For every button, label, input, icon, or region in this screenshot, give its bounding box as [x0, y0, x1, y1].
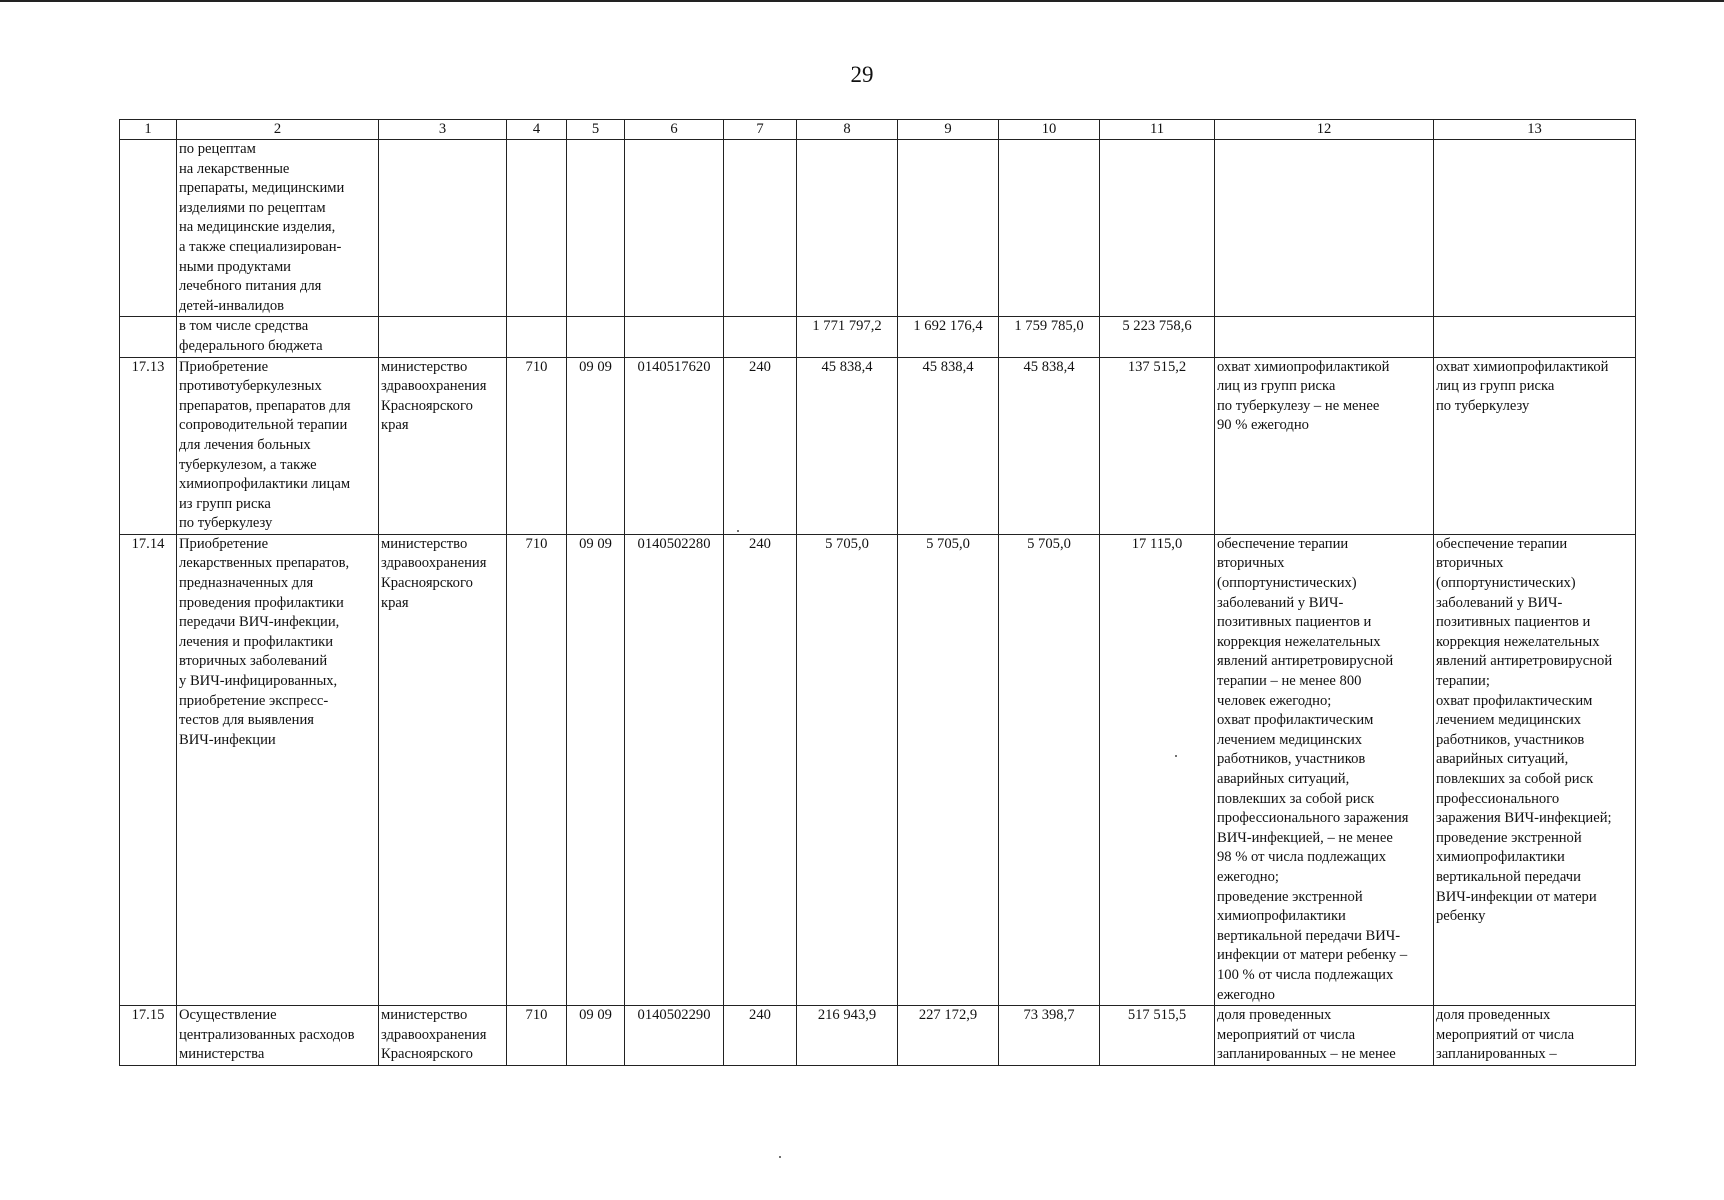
text-line: повлекших за собой риск: [1217, 790, 1375, 807]
amount-total: 517 515,5: [1100, 1006, 1215, 1066]
text-line: человек ежегодно;: [1217, 692, 1332, 709]
text-line: по туберкулезу: [1436, 397, 1530, 414]
header-cell: 7: [724, 120, 797, 140]
text-line: лечебного питания для: [179, 278, 322, 295]
header-cell: 4: [507, 120, 567, 140]
indicator-cell: [1434, 357, 1636, 534]
expected-result-cell: [1215, 357, 1434, 534]
empty-cell: [1100, 140, 1215, 317]
activity-name-cell: [177, 317, 379, 357]
text-line: проведение экстренной: [1436, 829, 1582, 846]
target-article-cell: 0140517620: [625, 357, 724, 534]
text-line: 98 % от числа подлежащих: [1217, 849, 1386, 866]
text-line: охват профилактическим: [1217, 712, 1374, 729]
text-line: министерства: [179, 1046, 265, 1063]
text-line: здравоохранения: [381, 1026, 487, 1043]
text-line: у ВИЧ-инфицированных,: [179, 673, 338, 690]
text-line: работников, участников: [1217, 751, 1366, 768]
code-cell: 710: [507, 1006, 567, 1066]
empty-cell: [625, 140, 724, 317]
code-cell: 710: [507, 534, 567, 1005]
text-line: Красноярского: [381, 575, 473, 592]
empty-cell: [898, 140, 999, 317]
amount-total: 137 515,2: [1100, 357, 1215, 534]
text-line: запланированных – не менее: [1217, 1046, 1396, 1063]
text-line: проведение экстренной: [1217, 888, 1363, 905]
text-line: в том числе средства: [179, 318, 309, 335]
text-line: Осуществление: [179, 1007, 277, 1024]
row-number-cell: 17.14: [120, 534, 177, 1005]
empty-cell: [1215, 140, 1434, 317]
text-line: а также специализирован-: [179, 238, 342, 255]
header-row: [120, 120, 1636, 140]
text-line: коррекция нежелательных: [1436, 633, 1600, 650]
text-line: доля проведенных: [1217, 1007, 1332, 1024]
amount-year2: 227 172,9: [898, 1006, 999, 1066]
text-line: обеспечение терапии: [1436, 535, 1568, 552]
amount-total: 17 115,0: [1100, 534, 1215, 1005]
page-number: 29: [850, 62, 874, 87]
table-row-17-13: [120, 357, 1636, 534]
text-line: министерство: [381, 1007, 468, 1024]
empty-cell: [1434, 317, 1636, 357]
text-line: Красноярского: [381, 1046, 473, 1063]
text-line: лекарственных препаратов,: [179, 555, 350, 572]
text-line: заражения ВИЧ-инфекцией;: [1436, 810, 1612, 827]
text-line: вторичных: [1436, 555, 1504, 572]
table-row-continuation: [120, 140, 1636, 317]
text-line: централизованных расходов: [179, 1026, 355, 1043]
text-line: позитивных пациентов и: [1436, 614, 1591, 631]
text-line: явлений антиретровирусной: [1217, 653, 1394, 670]
text-line: ежегодно;: [1217, 868, 1279, 885]
row-number-cell: [120, 140, 177, 317]
text-line: предназначенных для: [179, 575, 314, 592]
empty-cell: [724, 317, 797, 357]
activity-name-cell: [177, 357, 379, 534]
expected-result-cell: [1215, 1006, 1434, 1066]
text-line: ВИЧ-инфекции: [179, 731, 276, 748]
text-line: по туберкулезу – не менее: [1217, 397, 1380, 414]
text-line: химиопрофилактики лицам: [179, 476, 351, 493]
amount-year1: 216 943,9: [797, 1006, 898, 1066]
section-cell: 09 09: [567, 1006, 625, 1066]
scan-speck: [737, 530, 739, 532]
target-article-cell: 0140502280: [625, 534, 724, 1005]
text-line: проведения профилактики: [179, 594, 344, 611]
table-row-federal: [120, 317, 1636, 357]
empty-cell: [724, 140, 797, 317]
row-number-cell: [120, 317, 177, 357]
text-line: 100 % от числа подлежащих: [1217, 966, 1394, 983]
text-line: Приобретение: [179, 358, 269, 375]
row-number-cell: 17.15: [120, 1006, 177, 1066]
section-cell: 09 09: [567, 534, 625, 1005]
text-line: сопроводительной терапии: [179, 417, 348, 434]
scan-speck: [1175, 755, 1177, 757]
text-line: препаратов, препаратов для: [179, 397, 351, 414]
indicator-cell: [1434, 534, 1636, 1005]
text-line: вертикальной передачи: [1436, 868, 1581, 885]
text-line: на медицинские изделия,: [179, 219, 336, 236]
amount-year3: 1 759 785,0: [999, 317, 1100, 357]
text-line: детей-инвалидов: [179, 297, 285, 314]
text-line: инфекции от матери ребенку –: [1217, 947, 1408, 964]
amount-year1: 1 771 797,2: [797, 317, 898, 357]
header-cell: 5: [567, 120, 625, 140]
top-border-line: [0, 0, 1724, 2]
amount-year2: 1 692 176,4: [898, 317, 999, 357]
text-line: Красноярского: [381, 397, 473, 414]
text-line: химиопрофилактики: [1217, 908, 1346, 925]
text-line: приобретение экспресс-: [179, 692, 329, 709]
amount-year3: 45 838,4: [999, 357, 1100, 534]
empty-cell: [567, 140, 625, 317]
empty-cell: [1434, 140, 1636, 317]
text-line: из групп риска: [179, 495, 271, 512]
text-line: вторичных: [1217, 555, 1285, 572]
header-cell: 6: [625, 120, 724, 140]
text-line: мероприятий от числа: [1436, 1026, 1575, 1043]
executor-cell: [379, 317, 507, 357]
text-line: ежегодно: [1217, 986, 1275, 1003]
text-line: профессионального: [1436, 790, 1560, 807]
text-line: по рецептам: [179, 141, 256, 157]
empty-cell: [999, 140, 1100, 317]
expense-type-cell: 240: [724, 534, 797, 1005]
text-line: работников, участников: [1436, 731, 1585, 748]
header-cell: 11: [1100, 120, 1215, 140]
empty-cell: [567, 317, 625, 357]
amount-year1: 5 705,0: [797, 534, 898, 1005]
expected-result-cell: [1215, 534, 1434, 1005]
executor-cell: [379, 1006, 507, 1066]
text-line: химиопрофилактики: [1436, 849, 1565, 866]
amount-year3: 5 705,0: [999, 534, 1100, 1005]
text-line: охват профилактическим: [1436, 692, 1593, 709]
target-article-cell: 0140502290: [625, 1006, 724, 1066]
table-row-17-14: [120, 534, 1636, 1005]
activity-name-cell: [177, 140, 379, 317]
text-line: передачи ВИЧ-инфекции,: [179, 614, 340, 631]
text-line: министерство: [381, 535, 468, 552]
amount-year2: 45 838,4: [898, 357, 999, 534]
empty-cell: [1215, 317, 1434, 357]
text-line: коррекция нежелательных: [1217, 633, 1381, 650]
header-cell: 3: [379, 120, 507, 140]
expense-type-cell: 240: [724, 357, 797, 534]
text-line: аварийных ситуаций,: [1436, 751, 1569, 768]
indicator-cell: [1434, 1006, 1636, 1066]
text-line: по туберкулезу: [179, 515, 273, 532]
executor-cell: [379, 534, 507, 1005]
row-number-cell: 17.13: [120, 357, 177, 534]
header-cell: 13: [1434, 120, 1636, 140]
executor-cell: [379, 140, 507, 317]
text-line: для лечения больных: [179, 436, 311, 453]
text-line: лечения и профилактики: [179, 633, 334, 650]
activity-name-cell: [177, 534, 379, 1005]
text-line: заболеваний у ВИЧ-: [1217, 594, 1344, 611]
empty-cell: [507, 140, 567, 317]
text-line: министерство: [381, 358, 468, 375]
header-cell: 9: [898, 120, 999, 140]
section-cell: 09 09: [567, 357, 625, 534]
text-line: охват химиопрофилактикой: [1436, 358, 1609, 375]
text-line: профессионального заражения: [1217, 810, 1409, 827]
text-line: терапии;: [1436, 673, 1490, 690]
text-line: тестов для выявления: [179, 712, 314, 729]
empty-cell: [625, 317, 724, 357]
executor-cell: [379, 357, 507, 534]
text-line: здравоохранения: [381, 555, 487, 572]
text-line: лечением медицинских: [1217, 731, 1363, 748]
text-line: позитивных пациентов и: [1217, 614, 1372, 631]
expense-type-cell: 240: [724, 1006, 797, 1066]
text-line: лиц из групп риска: [1217, 378, 1336, 395]
text-line: здравоохранения: [381, 378, 487, 395]
text-line: обеспечение терапии: [1217, 535, 1349, 552]
empty-cell: [507, 317, 567, 357]
header-cell: 8: [797, 120, 898, 140]
text-line: (оппортунистических): [1436, 575, 1576, 592]
amount-year1: 45 838,4: [797, 357, 898, 534]
header-cell: 2: [177, 120, 379, 140]
table-row-17-15: [120, 1006, 1636, 1066]
text-line: заболеваний у ВИЧ-: [1436, 594, 1563, 611]
text-line: изделиями по рецептам: [179, 199, 326, 216]
text-line: терапии – не менее 800: [1217, 673, 1362, 690]
text-line: препараты, медицинскими: [179, 180, 345, 197]
text-line: на лекарственные: [179, 160, 290, 177]
amount-total: 5 223 758,6: [1100, 317, 1215, 357]
text-line: ВИЧ-инфекцией, – не менее: [1217, 829, 1393, 846]
budget-table: [119, 119, 1636, 1066]
empty-cell: [797, 140, 898, 317]
text-line: повлекших за собой риск: [1436, 771, 1594, 787]
text-line: явлений антиретровирусной: [1436, 653, 1613, 670]
scan-speck: [779, 1156, 781, 1158]
header-cell: 1: [120, 120, 177, 140]
text-line: Приобретение: [179, 535, 269, 552]
text-line: противотуберкулезных: [179, 378, 322, 395]
text-line: аварийных ситуаций,: [1217, 771, 1350, 787]
text-line: доля проведенных: [1436, 1007, 1551, 1024]
text-line: охват химиопрофилактикой: [1217, 358, 1390, 375]
text-line: запланированных –: [1436, 1046, 1557, 1063]
text-line: ребенку: [1436, 908, 1486, 925]
header-cell: 12: [1215, 120, 1434, 140]
text-line: лиц из групп риска: [1436, 378, 1555, 395]
text-line: вторичных заболеваний: [179, 653, 328, 670]
text-line: лечением медицинских: [1436, 712, 1582, 729]
text-line: мероприятий от числа: [1217, 1026, 1356, 1043]
text-line: края: [381, 594, 409, 611]
header-cell: 10: [999, 120, 1100, 140]
text-line: федерального бюджета: [179, 337, 323, 354]
code-cell: 710: [507, 357, 567, 534]
amount-year3: 73 398,7: [999, 1006, 1100, 1066]
amount-year2: 5 705,0: [898, 534, 999, 1005]
text-line: ВИЧ-инфекции от матери: [1436, 888, 1597, 905]
text-line: (оппортунистических): [1217, 575, 1357, 592]
text-line: туберкулезом, а также: [179, 456, 317, 473]
text-line: 90 % ежегодно: [1217, 417, 1309, 434]
text-line: края: [381, 417, 409, 434]
activity-name-cell: [177, 1006, 379, 1066]
text-line: вертикальной передачи ВИЧ-: [1217, 927, 1401, 944]
text-line: ными продуктами: [179, 258, 291, 275]
